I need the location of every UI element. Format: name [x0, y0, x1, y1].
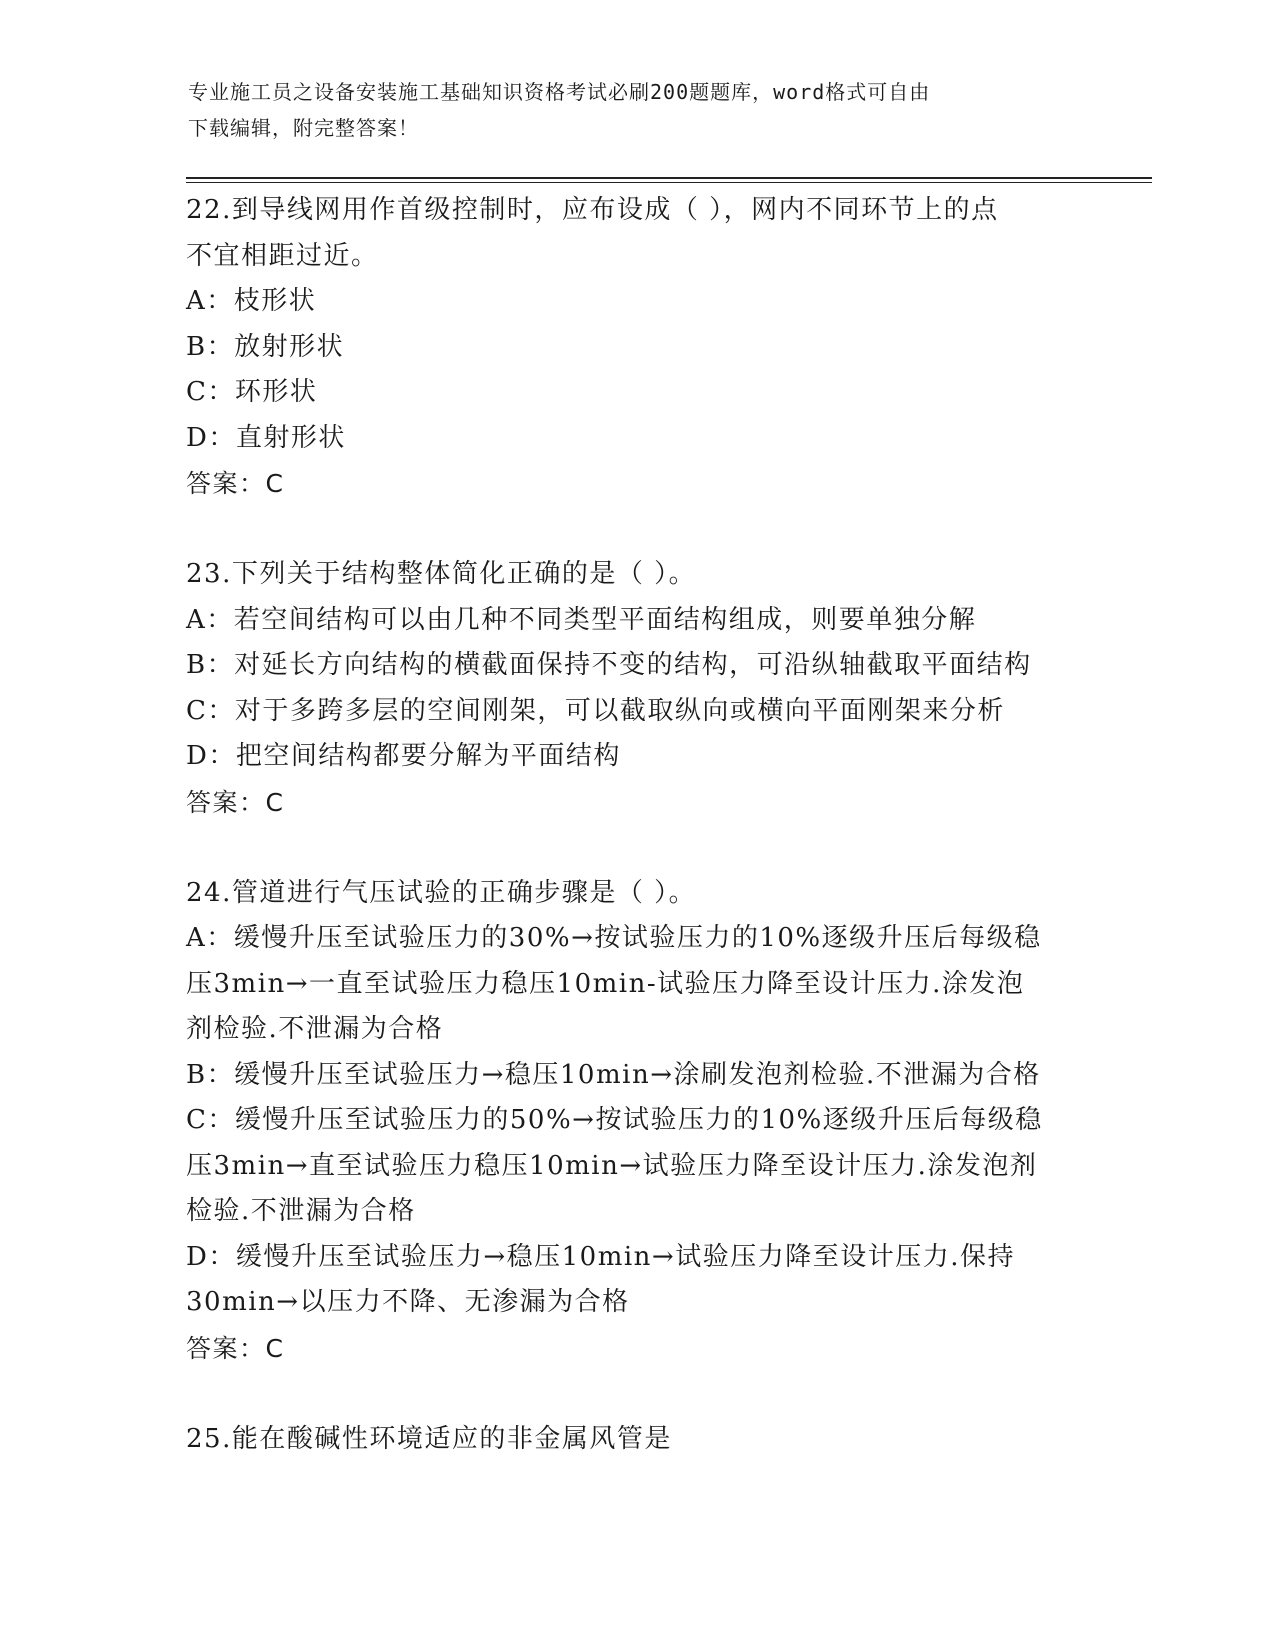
answer-option-line: 检验.不泄漏为合格: [186, 1196, 416, 1226]
header-rule: [186, 177, 1152, 179]
answer-option-line: A：若空间结构可以由几种不同类型平面结构组成，则要单独分解: [186, 604, 977, 635]
question-stem-line: 不宜相距过近。: [186, 240, 379, 271]
question-block: [186, 871, 1146, 1372]
answer-option: [186, 734, 1146, 780]
answer-option: [186, 916, 1146, 1053]
answer-option: [186, 1053, 1146, 1099]
answer-option-line: D：缓慢升压至试验压力→稳压10min→试验压力降至设计压力.保持: [186, 1241, 1015, 1272]
answer-option: [186, 1098, 1146, 1235]
answer-option-line: D：直射形状: [186, 422, 346, 453]
answer-option-line: B：对延长方向结构的横截面保持不变的结构，可沿纵轴截取平面结构: [186, 650, 1032, 680]
document-header: [188, 74, 1088, 146]
question-block: [186, 1417, 1146, 1463]
answer-option: [186, 370, 1146, 416]
answer-option: [186, 643, 1146, 689]
question-block: [186, 552, 1146, 825]
header-line: 专业施工员之设备安装施工基础知识资格考试必刷200题题库，word格式可自由: [188, 80, 931, 104]
answer-option-line: C：缓慢升压至试验压力的50%→按试验压力的10%逐级升压后每级稳: [186, 1105, 1043, 1135]
answer-option-line: D：把空间结构都要分解为平面结构: [186, 741, 621, 771]
answer-option-line: 压3min→直至试验压力稳压10min→试验压力降至设计压力.涂发泡剂: [186, 1150, 1038, 1181]
answer-option-line: 压3min→一直至试验压力稳压10min-试验压力降至设计压力.涂发泡: [186, 968, 1025, 999]
answer-option-line: C：对于多跨多层的空间刚架，可以截取纵向或横向平面刚架来分析: [186, 695, 1005, 726]
answer-option-line: 剂检验.不泄漏为合格: [186, 1014, 444, 1044]
answer-option: [186, 598, 1146, 644]
answer-option-line: B：放射形状: [186, 331, 345, 362]
answer-option-line: A：缓慢升压至试验压力的30%→按试验压力的10%逐级升压后每级稳: [186, 923, 1042, 953]
question-block: [186, 188, 1146, 507]
answer-option-line: 30min→以压力不降、无渗漏为合格: [186, 1287, 630, 1317]
question-stem-line: 22.到导线网用作首级控制时，应布设成（ ），网内不同环节上的点: [186, 195, 999, 225]
answer-key: 答案：C: [186, 1333, 285, 1363]
question-stem-line: 25.能在酸碱性环境适应的非金属风管是: [186, 1423, 672, 1454]
answer-option-line: A：枝形状: [186, 286, 317, 316]
answer-option: [186, 689, 1146, 735]
answer-key: 答案：C: [186, 469, 285, 498]
question-stem-line: 24.管道进行气压试验的正确步骤是（ ）。: [186, 877, 697, 908]
answer-option-line: C：环形状: [186, 377, 318, 407]
answer-key: 答案：C: [186, 787, 285, 817]
answer-option: [186, 279, 1146, 325]
header-line: 下载编辑，附完整答案！: [188, 116, 419, 140]
answer-option: [186, 416, 1146, 462]
question-stem-line: 23.下列关于结构整体简化正确的是（ ）。: [186, 559, 697, 589]
header-rule-thin: [186, 182, 1152, 183]
answer-option: [186, 1235, 1146, 1326]
answer-option-line: B：缓慢升压至试验压力→稳压10min→涂刷发泡剂检验.不泄漏为合格: [186, 1059, 1041, 1090]
question-list: [186, 188, 1146, 1508]
answer-option: [186, 325, 1146, 371]
